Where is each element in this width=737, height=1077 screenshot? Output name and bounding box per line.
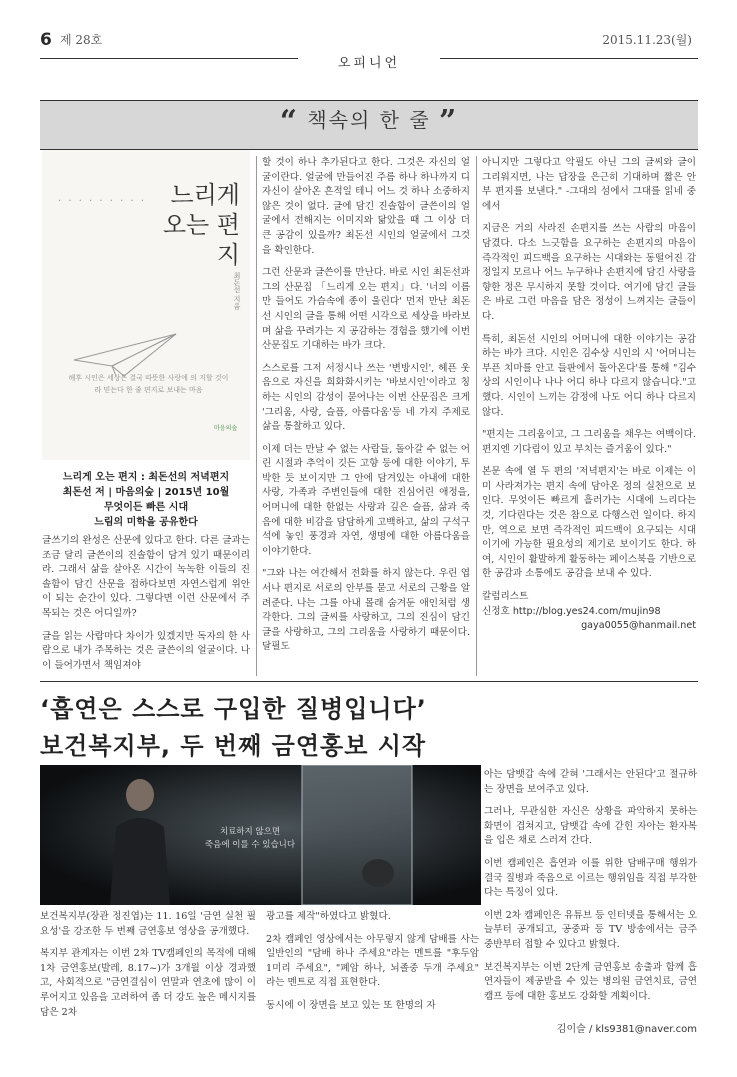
author-email: gaya0055@hanmail.net (581, 620, 696, 632)
headline-2: 보건복지부, 두 번째 금연홍보 시작 (40, 732, 427, 760)
paragraph: 그러나, 무관심한 자신은 상황을 파악하지 못하는 화면이 겹쳐지고, 담뱃갑 속에 갇힌 자아는 환자복을 입은 채로 스러져 간다. (484, 806, 697, 847)
paragraph: 보건복지부(장관 정진엽)는 11. 16일 '금연 실천 필요성'을 강조한 두 번째 금연홍보 영상을 공개했다. (40, 911, 256, 937)
page-number: 6 (40, 30, 52, 50)
paragraph: "그와 나는 여간해서 전화를 하지 않는다. 우린 엽서나 편지로 서로의 안부를 묻고 서로의 근황을 알려준다. 나는 그를 아내 몰래 숨겨둔 애인처럼 생각한다. 그의 글씨를 사랑하고, 그의 진심이 담긴 글을 사랑하고, 그의 그리움을 사랑하기 때문이다. 달필도 (262, 568, 470, 653)
cover-subtitle: 해후 시인은 세상은 결국 따뜻한 사랑에 의 지할 것이라 믿는다 한 줄 편지로 보내는 마음 (68, 374, 229, 394)
photo-caption-line: 치료하지 않으면 (219, 827, 281, 837)
paragraph: 아는 담뱃갑 속에 갇혀 '그래서는 안된다'고 절규하는 장면을 보여주고 있다. (484, 769, 697, 795)
paragraph: 이번 캠페인은 흡연과 이를 위한 담배구매 행위가 결국 질병과 죽음으로 이르는 행위임을 직접 부각한다는 특징이 있다. (484, 857, 697, 899)
cover-author: 최돈선 지음 (233, 272, 241, 310)
paragraph: 본문 속에 열 두 편의 '저녁편지'는 바로 이제는 이미 사라져가는 편지 속에 담아온 정의 실천으로 보인다. 무엇이든 빠르게 흘러가는 시대에 느리다는 것, 기다린다는 것은 참으로 다행스런 일이다. 하지만, 역으로 보면 즉각적인 피드백이 요구되는 시대이기에 가능한 필요성의 제기로 보이기도 한다. 하여, 시인이 활발하게 활동하는 페이스북을 기반으로 한 공감과 소통에도 공감을 보내 수 있다. (482, 466, 696, 580)
paragraph: 글을 읽는 사람마다 차이가 있겠지만 독자의 한 사람으로 내가 주목하는 것은 글쓴이의 얼굴이다. 나이 들어가면서 책임져야 (42, 630, 250, 671)
byline: 김이슬 / kls9381@naver.com (556, 1024, 697, 1035)
paragraph: 할 것이 하나 추가된다고 한다. 그것은 자신의 얼굴이란다. 얼굴에 만들어진 주름 하나 하나까지 디 자신이 살아온 흔적일 테니 어느 것 하나 소중하지 않은 것이 없다. 글에 담긴 진솔함이 글쓴이의 얼굴에서 전해지는 이미지와 닮았을 때 그 이상 더 큰 공감이 있을까? 최돈선 시인의 얼굴에서 그것을 확인한다. (262, 157, 470, 256)
article2-column-3 (484, 768, 697, 1012)
cover-dots: · · · · · · · · · (58, 196, 147, 207)
paragraph: 아니지만 그렇다고 악필도 아닌 그의 글씨와 글이 그리워지면, 나는 답장을 은근히 기대하며 짧은 안부 편지를 보낸다." -그대의 섬에서 그대를 읽네 중에서 (482, 157, 696, 212)
paragraph: 보건복지부는 이번 2단계 금연홍보 송출과 함께 흡연자들이 제공받을 수 있는 병의원 금연치료, 금연캠프 등에 대한 홍보도 강화할 계획이다. (484, 961, 697, 1002)
article1-column-1 (42, 534, 250, 681)
paragraph: 광고를 제작"하였다고 밝혔다. (266, 911, 391, 922)
paragraph: 이번 2차 캠페인은 유튜브 등 인터넷을 통해서는 오늘부터 공개되고, 공중파 등 TV 방송에서는 금주 중반부터 접할 수 있다고 밝혔다. (484, 909, 697, 950)
article2-column-2 (266, 910, 479, 1022)
headline-1: ‘흡연은 스스로 구입한 질병입니다’ (40, 695, 427, 723)
photo-caption (190, 826, 310, 852)
photo-caption-line: 죽음에 이를 수 있습니다 (204, 840, 296, 850)
author-role: 칼럼리스트 (482, 591, 529, 603)
quote-open-icon: “ (279, 104, 299, 139)
paragraph: 동시에 이 장면을 보고 있는 또 한명의 자 (266, 999, 436, 1011)
column-divider (476, 156, 477, 676)
article1-column-2 (262, 156, 470, 663)
caption-line: 느리게 오는 편지 : 최돈선의 저녁편지 (62, 472, 230, 483)
paragraph: 스스로를 그저 서정시나 쓰는 '변방시인', 헤픈 웃음으로 자신을 희화화시키는 '바보시인'이라고 칭하는 시인의 감성이 묻어나는 이번 산문집은 크게 '그리움, 사랑, 슬픔, 아름다움'등 네 가지 주제로 삶을 통찰하고 있다. (262, 362, 470, 433)
article2-column-1 (40, 910, 256, 1028)
cover-publisher: 마음의숲 (214, 425, 238, 432)
issue-date: 2015.11.23(월) (602, 33, 692, 47)
article1-column-3 (482, 156, 696, 634)
paragraph: 2차 캠페인 영상에서는 아무렇지 않게 담배를 사는 일반인의 "담배 하나 주세요"라는 멘트를 "후두암 1미리 주세요", "폐암 하나, 뇌졸중 두개 주세요" 라는 멘트로 직접 표현한다. (266, 933, 479, 989)
column-title-text: 책속의 한 줄 (307, 108, 431, 132)
book-caption (50, 470, 242, 530)
caption-line: 무엇이든 빠른 시대 (103, 502, 189, 513)
issue-number: 제 28호 (60, 33, 103, 47)
quote-close-icon: ” (439, 104, 459, 139)
paragraph: 그런 산문과 글쓴이를 만난다. 바로 시인 최돈선과 그의 산문집 「느리게 오는 편지」다. '너의 이름만 들어도 가슴속에 종이 울린다' 먼저 만난 최돈선 시인의 글을 통해 어떤 시각으로 세상을 바라보며 삶을 꾸려가는 지 공감하는 경험을 했기에 이번 산문집도 기대하는 바가 크다. (262, 267, 470, 352)
caption-line: 최돈선 저 | 마음의숲 | 2015년 10월 (62, 487, 230, 498)
paragraph: "편지는 그리움이고, 그 그리움을 채우는 여백이다. 편지엔 기다림이 있고 부치는 즐거움이 있다." (482, 429, 696, 455)
paragraph: 지금은 거의 사라진 손편지를 쓰는 사람의 마음이 담겼다. 다소 느긋함을 요구하는 손편지의 마음이 즉각적인 피드백을 요구하는 시대와는 동떨어진 감정일지 모르나 어느 누구하나 손편지에 담긴 사랑을 향한 정은 무시하지 못할 것이다. 여기에 담긴 글들은 바로 그런 마음을 담은 정성이 느껴지는 글들이다. (482, 223, 696, 322)
cover-title: 느리게 오는 편지 (162, 181, 240, 269)
section-label: 오피니언 (298, 52, 440, 71)
section-divider (40, 681, 698, 682)
column-divider (256, 156, 257, 676)
paragraph: 특히, 최돈선 시인의 어머니에 대한 이야기는 공감하는 바가 크다. 시인은 김수상 시인의 시 '어머니는 부픈 치마를 안고 들판에서 돌아온다'를 통해 "김수상의 시인이나 나나 어디 하나 다르지 않습니다."고 했다. 시인이 느끼는 감정에 나도 어디 하나 다르지 않다. (482, 333, 696, 418)
column-title (40, 104, 698, 139)
caption-line: 느림의 미학을 공유한다 (94, 517, 198, 528)
author-line: 신정호 http://blog.yes24.com/mujin98 (482, 605, 661, 617)
paragraph: 글쓰기의 완성은 산문에 있다고 한다. 다른 글과는 조금 달리 글쓴이의 진솔함이 담겨 있기 때문이리라. 그래서 삶을 살아온 시간이 녹녹한 이들의 진솔함이 담긴 산문을 접하다보면 자연스럽게 위안이 되는 순간이 있다. 그렇다면 이런 산문에서 주목되는 것은 어디일까? (42, 535, 250, 619)
paragraph: 복지부 관계자는 이번 2차 TV캠페인의 목적에 대해 1차 금연홍보(발레, 8.17~)가 3개월 이상 경과했고, 사회적으로 "금연결심이 연말과 연초에 많이 이루어지고 있음을 고려하여 좀 더 강도 높은 메시지를 담은 2차 (40, 948, 256, 1018)
paragraph: 이제 더는 만날 수 없는 사람들, 돌아갈 수 없는 어린 시절과 추억이 깃든 고향 등에 대한 이야기, 투박한 듯 보이지만 그 안에 담겨있는 아내에 대한 사랑, 가족과 주변인들에 대한 진심어린 애정을, 어머니에 대한 한없는 사랑과 깊은 슬픔, 삶과 죽음에 대한 비감을 담담하게 고백하고, 삶의 구석구석에 놓인 풍경과 자연, 생명에 대한 아름다움을 이야기한다. (262, 443, 470, 557)
